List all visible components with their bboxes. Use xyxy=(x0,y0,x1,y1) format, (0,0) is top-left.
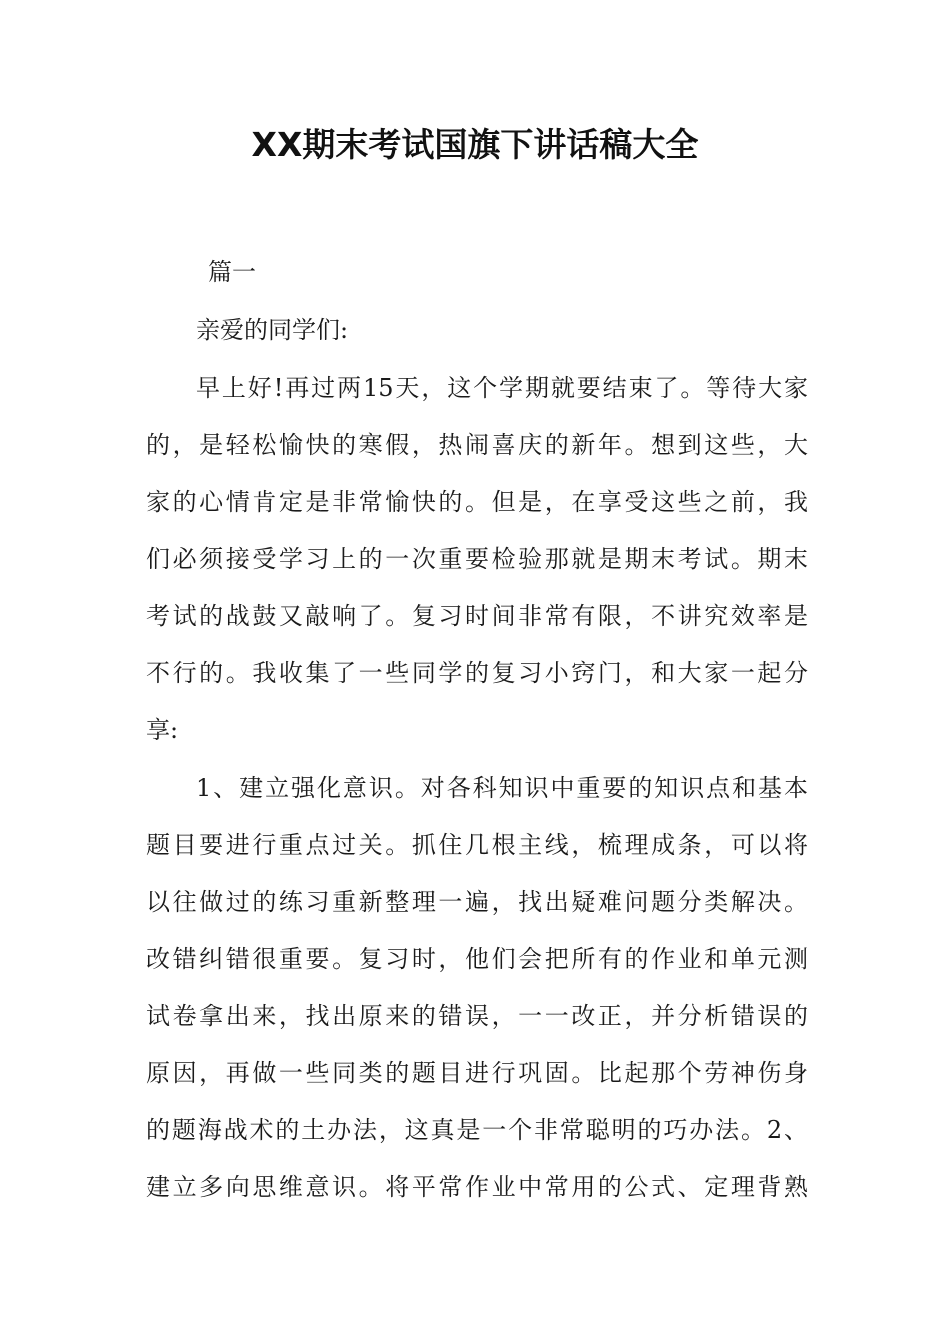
paragraph-line: 早上好!再过两15天，这个学期就要结束了。等待大家 xyxy=(196,374,808,402)
paragraph-line: 考试的战鼓又敲响了。复习时间非常有限，不讲究效率是 xyxy=(146,602,808,630)
paragraph-line: 们必须接受学习上的一次重要检验那就是期末考试。期末 xyxy=(146,545,808,573)
paragraph-line: 试卷拿出来，找出原来的错误，一一改正，并分析错误的 xyxy=(146,1002,808,1030)
paragraph-line: 1、建立强化意识。对各科知识中重要的知识点和基本 xyxy=(196,774,808,802)
paragraph-line: 改错纠错很重要。复习时，他们会把所有的作业和单元测 xyxy=(146,945,808,973)
paragraph-line: 的题海战术的土办法，这真是一个非常聪明的巧办法。2、 xyxy=(146,1116,808,1144)
paragraph-line: 题目要进行重点过关。抓住几根主线，梳理成条，可以将 xyxy=(146,831,808,859)
paragraph-line: 建立多向思维意识。将平常作业中常用的公式、定理背熟 xyxy=(146,1173,808,1201)
salutation: 亲爱的同学们: xyxy=(196,316,349,344)
paragraph-line: 以往做过的练习重新整理一遍，找出疑难问题分类解决。 xyxy=(146,888,808,916)
document-title: XX期末考试国旗下讲话稿大全 xyxy=(251,125,699,164)
paragraph-line: 家的心情肯定是非常愉快的。但是，在享受这些之前，我 xyxy=(146,488,808,516)
paragraph-line: 的，是轻松愉快的寒假，热闹喜庆的新年。想到这些，大 xyxy=(146,431,808,459)
paragraph-line: 原因，再做一些同类的题目进行巩固。比起那个劳神伤身 xyxy=(146,1059,808,1087)
paragraph-line: 享: xyxy=(146,716,179,744)
paragraph-line: 不行的。我收集了一些同学的复习小窍门，和大家一起分 xyxy=(146,659,808,687)
section-heading: 篇一 xyxy=(208,258,256,286)
